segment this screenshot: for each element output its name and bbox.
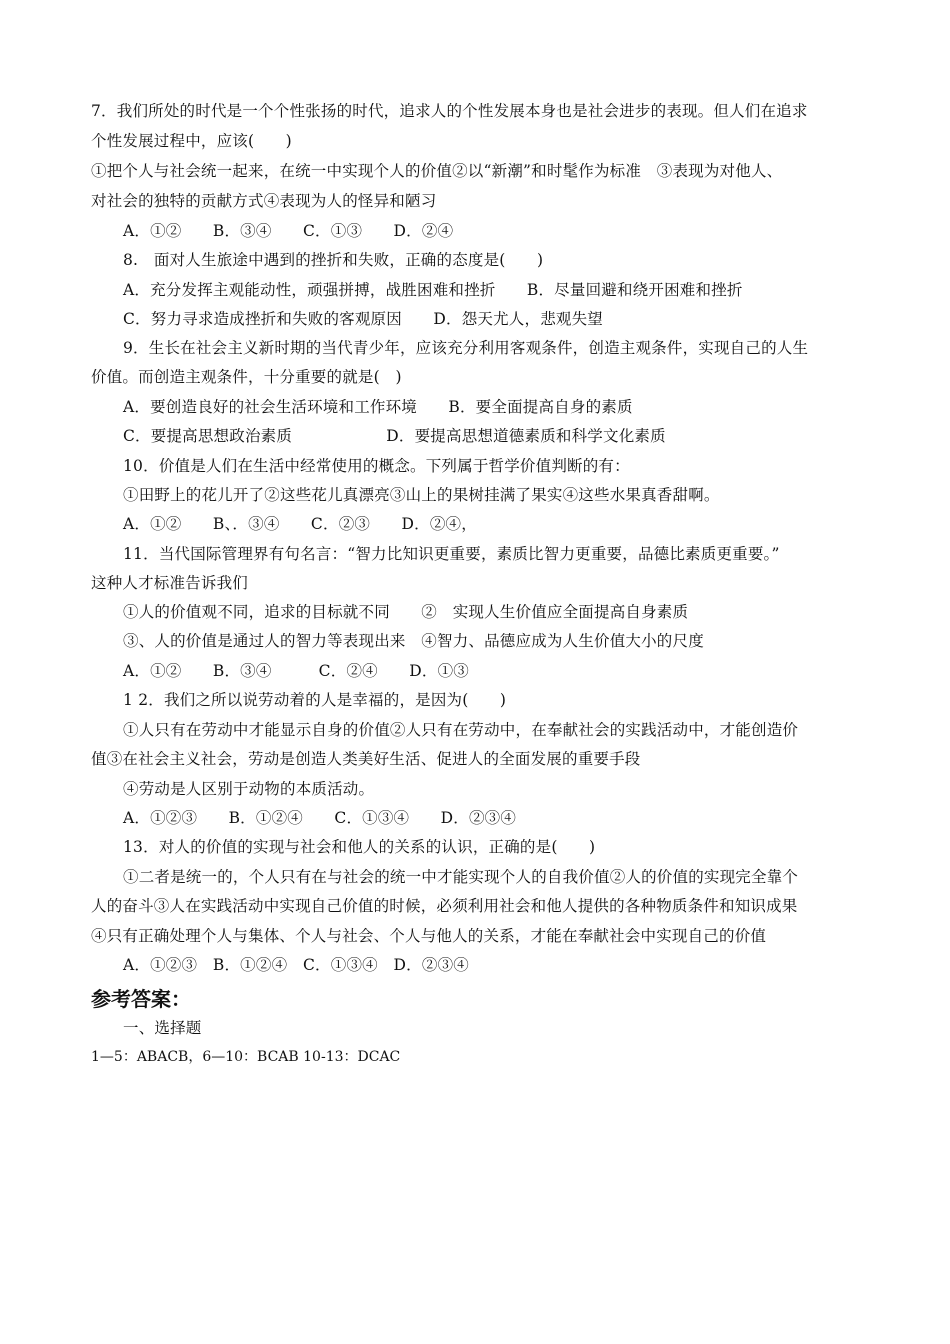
q11-items-line-2: ③、人的价值是通过人的智力等表现出来 ④智力、品德应成为人生价值大小的尺度 bbox=[123, 632, 704, 650]
q13-stem: 13．对人的价值的实现与社会和他人的关系的认识，正确的是( ) bbox=[123, 838, 596, 856]
q7-stem-line-1: 7．我们所处的时代是一个个性张扬的时代，追求人的个性发展本身也是社会进步的表现。但人们在追求 bbox=[91, 102, 808, 120]
q8-options-line-1: A．充分发挥主观能动性，顽强拼搏，战胜困难和挫折 B．尽量回避和绕开困难和挫折 bbox=[123, 281, 743, 299]
q7-items-line-2: 对社会的独特的贡献方式④表现为人的怪异和陋习 bbox=[91, 192, 437, 210]
answer-key-heading: 参考答案： bbox=[91, 987, 191, 1011]
q9-stem-line-1: 9．生长在社会主义新时期的当代青少年，应该充分利用客观条件，创造主观条件，实现自己的人生 bbox=[123, 339, 809, 357]
answer-key-section: 一、选择题 bbox=[123, 1019, 202, 1037]
q12-options: A．①②③ B．①②④ C．①③④ D．②③④ bbox=[123, 809, 517, 827]
q8-stem: 8. 面对人生旅途中遇到的挫折和失败，正确的态度是( ) bbox=[123, 251, 544, 269]
q10-stem: 10．价值是人们在生活中经常使用的概念。下列属于哲学价值判断的有： bbox=[123, 457, 630, 475]
q12-items-line-3: ④劳动是人区别于动物的本质活动。 bbox=[123, 780, 375, 798]
q9-options-line-1: A．要创造良好的社会生活环境和工作环境 B．要全面提高自身的素质 bbox=[123, 398, 633, 416]
q10-options: A．①② B、．③④ C．②③ D．②④， bbox=[123, 515, 477, 533]
q11-stem-line-2: 这种人才标准告诉我们 bbox=[91, 574, 249, 592]
q13-items-line-2: 人的奋斗③人在实践活动中实现自己价值的时候，必须利用社会和他人提供的各种物质条件和知识成果 bbox=[91, 897, 798, 915]
q8-options-line-2: C．努力寻求造成挫折和失败的客观原因 D．怨天尤人，悲观失望 bbox=[123, 310, 603, 328]
q7-stem-line-2: 个性发展过程中，应该( ) bbox=[91, 132, 292, 150]
q7-items-line-1: ①把个人与社会统一起来，在统一中实现个人的价值②以“新潮”和时髦作为标准 ③表现为对他人、 bbox=[91, 162, 783, 180]
q12-items-line-1: ①人只有在劳动中才能显示自身的价值②人只有在劳动中，在奉献社会的实践活动中，才能创造价 bbox=[123, 721, 799, 739]
q13-items-line-3: ④只有正确处理个人与集体、个人与社会、个人与他人的关系，才能在奉献社会中实现自己的价值 bbox=[91, 927, 767, 945]
q12-items-line-2: 值③在社会主义社会，劳动是创造人类美好生活、促进人的全面发展的重要手段 bbox=[91, 750, 641, 768]
q13-items-line-1: ①二者是统一的，个人只有在与社会的统一中才能实现个人的自我价值②人的价值的实现完全靠个 bbox=[123, 868, 799, 886]
q11-stem-line-1: 11．当代国际管理界有句名言：“智力比知识更重要，素质比智力更重要，品德比素质更重要。” bbox=[123, 545, 780, 563]
answer-key-answers: 1—5：ABACB，6—10：BCAB 10-13：DCAC bbox=[91, 1049, 401, 1065]
q9-stem-line-2: 价值。而创造主观条件，十分重要的就是( ) bbox=[91, 368, 402, 386]
q10-items: ①田野上的花儿开了②这些花儿真漂亮③山上的果树挂满了果实④这些水果真香甜啊。 bbox=[123, 486, 720, 504]
q11-items-line-1: ①人的价值观不同，追求的目标就不同 ② 实现人生价值应全面提高自身素质 bbox=[123, 603, 689, 621]
q7-options: A．①② B．③④ C．①③ D．②④ bbox=[123, 222, 454, 240]
q13-options: A．①②③ B．①②④ C．①③④ D．②③④ bbox=[123, 956, 469, 974]
q9-options-line-2: C．要提高思想政治素质 D．要提高思想道德素质和科学文化素质 bbox=[123, 427, 666, 445]
q11-options: A．①② B．③④ C．②④ D．①③ bbox=[123, 662, 469, 680]
q12-stem: 1 2．我们之所以说劳动着的人是幸福的，是因为( ) bbox=[123, 691, 507, 709]
